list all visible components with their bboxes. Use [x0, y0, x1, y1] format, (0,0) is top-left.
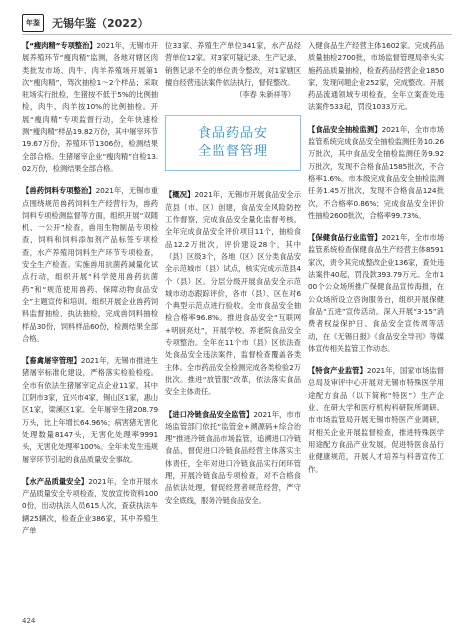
paragraph: [308, 365, 444, 476]
paragraph-text: 2021年，无锡市推进生猪屠宰标准化建设，严格落实检验检疫。全市有依法生猪屠宰定点企业11家，其中江阴市3家，宜兴市4家，锡山区1家，惠山区1家，梁溪区1家。全年屠宰生猪208.79万头，比上年增长64.96%；病害猪无害化处理数量8147头，无害化处理率9991头，无害化处理率100%。全年未发生违规屠宰环节引起的食品质量安全事故。: [22, 356, 159, 464]
page-number: 424: [22, 617, 36, 625]
section-heading: 【食品安全抽检监测】: [308, 124, 382, 134]
paragraph: [22, 476, 158, 537]
paragraph: [308, 124, 444, 222]
section-heading: 【兽药饲料专项整治】: [22, 186, 96, 196]
paragraph-text: 2021年，市市场监管部门依托“监管金+溯源码+综合治理”推进冷链食品市场监管，追溯进口冷链食品，督促进口冷链食品经营主体落实主体责任，全年对进口冷链食品实行闭环管理，开展冷链食品专项检查，对不合格食品依法处理，督促经营者规范经营，严守安全底线，服务冷链食品安全。: [165, 409, 301, 505]
column-2: [165, 40, 301, 507]
section-heading: 【进口冷链食品安全监管】: [165, 409, 254, 419]
section-title-box: [165, 115, 301, 171]
column-3: [308, 40, 444, 476]
paragraph-text: 2021年，无锡市重点围绕规范兽药饲料生产经营行为，兽药饲料专项检测监督等方面，组织开展“双随机、一公开”检查，兽用生物制品专项检查，饲料和饲料添加剂产品标签专项检查，水产养殖用饲料生产环节专项检查，安全生产检查。实施兽用抗菌药减量化试点行动，组织开展“科学使用兽药抗菌药”和“规范使用兽药、保障动物食品安全”主题宣传和培训。组织开展企业兽药饲料监督抽检、执法抽检，完成兽饲料抽检样品30份，饲料样品60份，检测结果全部合格。: [22, 186, 158, 343]
paragraph-text: 2021年，国家市场监督总局及审评中心开展对无锡市特殊医学用途配方食品（以下简称“特医”）生产企业、在研大学和医疗机构科研院所调研。市市场监管局开展无锡市特医产业调研，对相关企业开展监督检查，推进特殊医学用途配方食品产业发展，促进特医食品行业健康规范，开展人才培养与科普宣传工作。: [308, 366, 445, 474]
section-heading: 【水产品质量安全】: [22, 476, 89, 486]
section-heading: 【特食产业监管】: [308, 366, 367, 376]
page-header: [22, 14, 452, 32]
yearbook-logo: 年鉴: [22, 14, 44, 32]
paragraph-text: 2021年，无锡市开展食品安全示范县（市、区）创建，食品安全风险防控工作督察，完成食品安全量化监督考核。全年完成食品安全评价项目11个，抽检食品12.2万批次，评价建设28个，其中（县）区级3个，各地（区）区分类食品安全示范城市（县）试点，核实完成示范县4个（县）区。分层分级开展食品安全示范城市动态跟踪评价，各市（县）、区在对6个典型示范点进行验收。全市食品安全抽检合格率96.8%。推进食品安全“互联网+明厨亮灶”，开展学校、养老院食品安全专项整治。全年在11个市（县）区依法查处食品安全违法案件，监督检查覆盖各类主体。全市药品安全检测完成各类检验2万批次。推进“放管服”改革，依法落实食品安全主体责任。: [165, 190, 301, 397]
paragraph: [22, 355, 158, 466]
paragraph-text: 入健食品生产经营主体1602家。完成药品质量抽检2700批，市场监督管理局牵头实施药品质量抽检，检查药品经营企业1850家，发现问题企业252家，完成整改。开展药品流通领域专项检查，全年立案查处违法案件533起，罚没1033万元。: [308, 41, 444, 112]
paragraph-text: 2021年，全市市场监管系统检查保健食品生产经营主体8591家次，责令其完成整改企业136家，查处违法案件40起，罚没款393.79万元。全市100个公众场所推广保健食品宣传海报，在公众场所设立咨询服务台，组织开展保健食品“五进”宣传活动。深入开展“3·15”消费者权益保护日、食品安全宣传周等活动，在《无锡日报》《食品安全导刊》等媒体宣传相关监管工作动态。: [308, 233, 444, 353]
paragraph: [22, 40, 158, 175]
section-heading: 【保健食品行业监管】: [308, 233, 382, 243]
paragraph-text: 2021年，无锡市开展养殖环节“瘦肉精”监测，各地对辖区肉类批发市场、肉牛、肉羊养殖场开展第1次“瘦肉精”，驾次抽检1～2个样品；采取驻场实行批检，生猪按不低于5%的比例抽检，肉牛、肉羊按10%的比例抽检。开展“瘦肉精”专项监督行动，全年快速检测“瘦肉精”样品19.82万份，其中屠宰环节19.67万份，养殖环节1306份，检测结果全部合格。生猪屠宰企业“瘦肉精”自检13.02万份，检测结果全部合格。: [22, 41, 158, 173]
author-note: （李春 朱新祥等）: [235, 90, 295, 100]
section-heading: 【概况】: [165, 190, 195, 200]
section-heading: 【畜禽屠宰管理】: [22, 356, 81, 366]
paragraph: [22, 185, 158, 345]
running-title: 无锡年鉴（2022）: [52, 17, 149, 30]
paragraph-text: 位33家、养殖生产单位341家，水产品经营单位12家。对3家可疑记录、生产记录、销售记录不全的单位责令整改，对1家辖区擅自经营违法案件依法执行，督促整改。: [165, 41, 301, 87]
paragraph: [165, 189, 301, 398]
paragraph: [308, 40, 444, 114]
paragraph: [308, 232, 444, 355]
section-heading: 【“瘦肉精”专项整治】: [22, 41, 97, 50]
paragraph-text: 2021年，全市市场监管系统完成食品安全抽检监测任务10.26万批次，其中食品安全抽检监测任务9.92万批次，发现不合格食品1585批次，不合格率1.6%。市本级完成食品安全抽检监测任务1.45万批次，发现不合格食品124批次，不合格率0.86%；完成食品安全评价性抽检2600批次，合格率99.73%。: [308, 124, 444, 220]
section-title: 食品药品安全监督管理: [197, 126, 268, 160]
column-1: [22, 40, 158, 537]
paragraph-text: 2021年，全市开展水产品质量安全专项检查，发放宣传资料1000份，出动执法人员615人次，查获执法车辆25辆次，检查企业386家，其中养殖生产单: [22, 476, 158, 535]
paragraph: [165, 409, 301, 507]
header-rule: [22, 34, 452, 35]
